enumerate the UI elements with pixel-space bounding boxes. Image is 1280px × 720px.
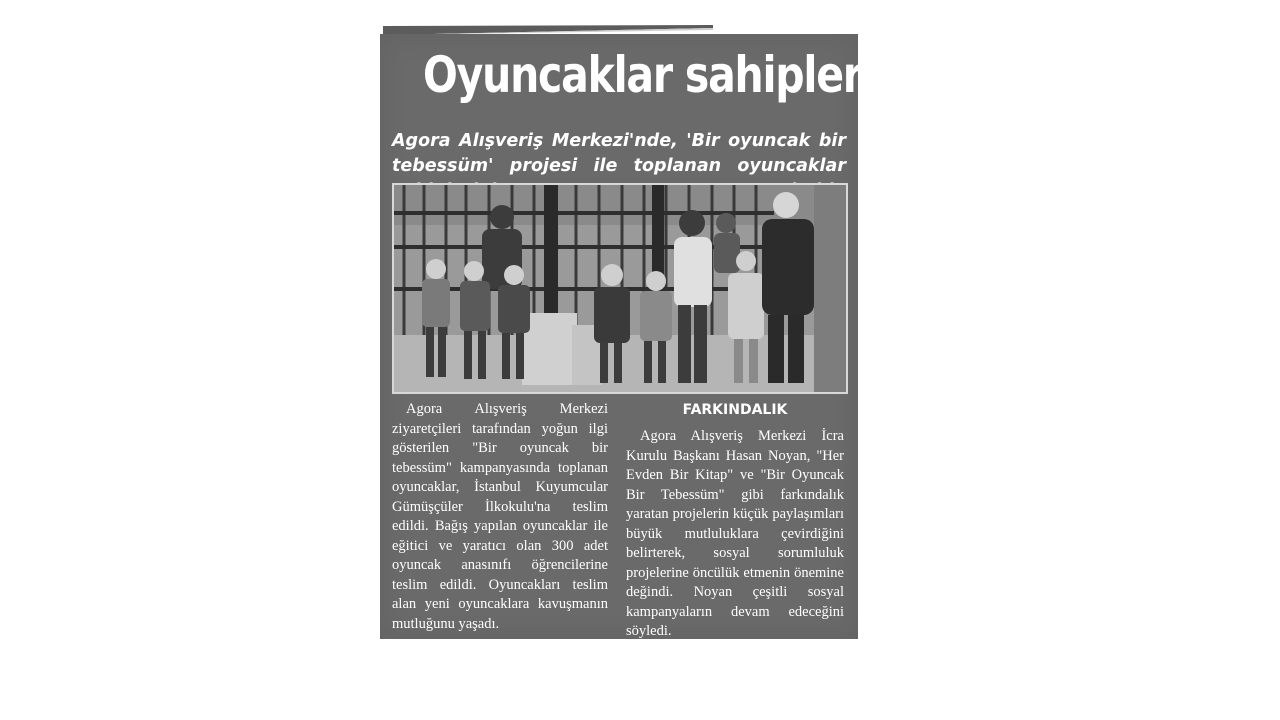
- article-subheadline: Agora Alışveriş Merkezi'nde, 'Bir oyuncak bir tebessüm' projesi ile toplanan oyuncaklar: [392, 131, 846, 176]
- section-title: FARKINDALIK: [682, 402, 788, 418]
- group-photo-illustration: [394, 185, 846, 392]
- article-photo: [392, 183, 848, 394]
- article-body-right-column: Agora Alışveriş Merkezi İcra Kurulu Başkanı Hasan Noyan, "Her Evden Bir Kitap" ve "Bir Oyuncak Bir Tebessüm" gibi farkındalık yaratan projelerin küçük paylaşımları büyük mutluluklara çevirdiğini belirterek, sosyal sorumluluk projelerine öncülük etmenin önemine değindi. Noyan çeşitli sosyal kampanyaların devam edeceğini söyledi.: [626, 428, 844, 639]
- article-body-left-column: Agora Alışveriş Merkezi ziyaretçileri tarafından yoğun ilgi gösterilen "Bir oyuncak bir tebessüm" kampanyasında toplanan oyuncaklar, İstanbul Kuyumcular Gümüşçüler İlkokulu'na teslim edildi. Bağış yapılan oyuncaklar ile eğitici ve yaratıcı olan 300 adet oyuncak anasınıfı öğrencilerine teslim edildi. Oyuncakları teslim alan yeni oyuncaklara kavuşmanın mutluğunu yaşadı.: [392, 401, 608, 632]
- article-headline: Oyuncaklar sahiplerini buldu: [423, 46, 1054, 104]
- newspaper-clipping: [380, 34, 1054, 639]
